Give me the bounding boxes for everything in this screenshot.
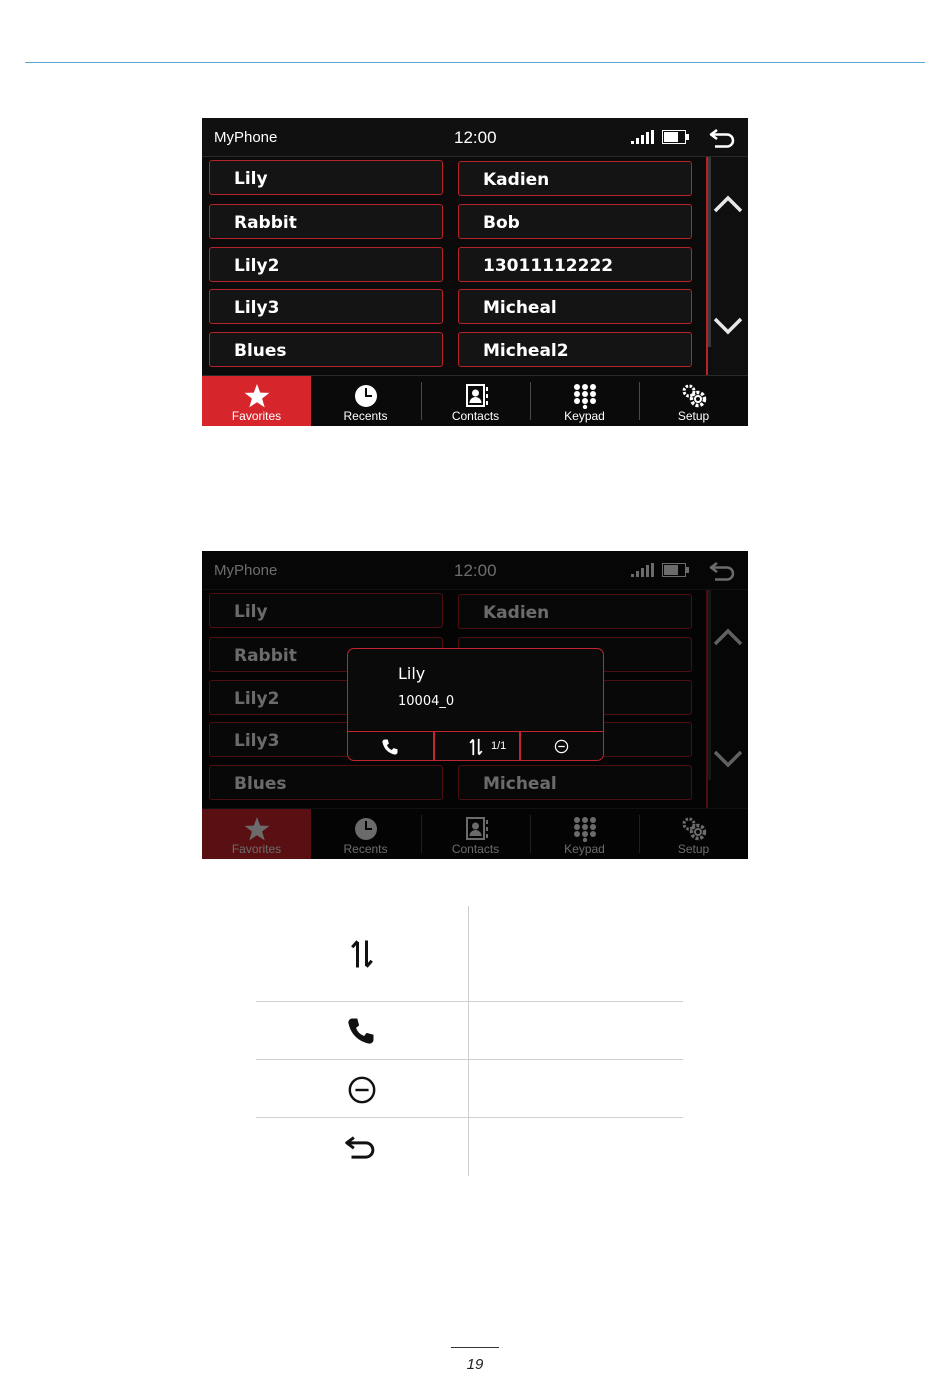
switch-number-button[interactable] bbox=[434, 732, 519, 761]
legend-column-divider bbox=[468, 906, 469, 1176]
chevron-down-icon[interactable] bbox=[710, 314, 746, 338]
scrollbar[interactable] bbox=[706, 157, 748, 375]
favorites-screen bbox=[202, 118, 748, 426]
status-bar bbox=[202, 118, 748, 157]
star-icon bbox=[244, 383, 270, 409]
tab-label: Setup bbox=[677, 409, 710, 423]
page-number: 19 bbox=[466, 1356, 484, 1373]
tab-label: Contacts bbox=[451, 409, 500, 423]
page-count: 1/1 bbox=[491, 740, 507, 752]
tab-label: Keypad bbox=[564, 409, 605, 423]
favorite-contact-button[interactable]: Bob bbox=[458, 204, 692, 239]
favorite-contact-button[interactable]: Lily bbox=[209, 160, 443, 195]
tab-keypad[interactable] bbox=[530, 376, 639, 426]
favorite-contact-button[interactable]: Kadien bbox=[458, 161, 692, 196]
favorite-contact-button[interactable]: Micheal bbox=[458, 289, 692, 324]
favorite-contact-button[interactable]: 13011112222 bbox=[458, 247, 692, 282]
tab-label: Favorites bbox=[231, 409, 282, 423]
battery-icon bbox=[662, 130, 690, 144]
tab-label: Recents bbox=[343, 409, 388, 423]
contacts-book-icon bbox=[463, 383, 489, 409]
popup-contact-number: 10004_0 bbox=[398, 694, 455, 709]
contact-popup bbox=[347, 648, 604, 761]
remove-button[interactable] bbox=[520, 732, 604, 761]
switch-number-icon bbox=[468, 738, 484, 756]
favorite-contact-button[interactable]: Micheal2 bbox=[458, 332, 692, 367]
app-name: MyPhone bbox=[214, 129, 278, 146]
favorite-contact-button[interactable]: Lily3 bbox=[209, 289, 443, 324]
legend-row-divider bbox=[256, 1001, 683, 1002]
tab-contacts[interactable] bbox=[421, 376, 530, 426]
keypad-icon bbox=[572, 383, 598, 409]
tab-bar bbox=[202, 375, 748, 426]
popup-contact-name: Lily bbox=[398, 664, 426, 683]
back-icon[interactable] bbox=[707, 126, 739, 150]
page-number-rule bbox=[451, 1347, 499, 1348]
phone-call-icon bbox=[381, 738, 399, 756]
contact-popup-screen bbox=[202, 551, 748, 859]
tab-favorites[interactable] bbox=[202, 376, 311, 426]
remove-icon bbox=[347, 1075, 377, 1105]
back-icon bbox=[342, 1130, 380, 1164]
legend-row-divider bbox=[256, 1059, 683, 1060]
tab-recents[interactable] bbox=[311, 376, 420, 426]
gears-icon bbox=[681, 383, 707, 409]
phone-call-icon bbox=[346, 1016, 376, 1046]
favorite-contact-button[interactable]: Lily2 bbox=[209, 247, 443, 282]
header-rule bbox=[25, 62, 925, 63]
clock-icon bbox=[353, 383, 379, 409]
legend-row-divider bbox=[256, 1117, 683, 1118]
clock: 12:00 bbox=[454, 128, 497, 147]
remove-icon bbox=[554, 739, 569, 754]
call-button[interactable] bbox=[348, 732, 433, 761]
signal-icon bbox=[631, 130, 655, 144]
favorite-contact-button[interactable]: Rabbit bbox=[209, 204, 443, 239]
popup-actions bbox=[348, 731, 604, 761]
switch-number-icon bbox=[350, 938, 374, 970]
favorite-contact-button[interactable]: Blues bbox=[209, 332, 443, 367]
chevron-up-icon[interactable] bbox=[710, 192, 746, 216]
tab-setup[interactable] bbox=[639, 376, 748, 426]
